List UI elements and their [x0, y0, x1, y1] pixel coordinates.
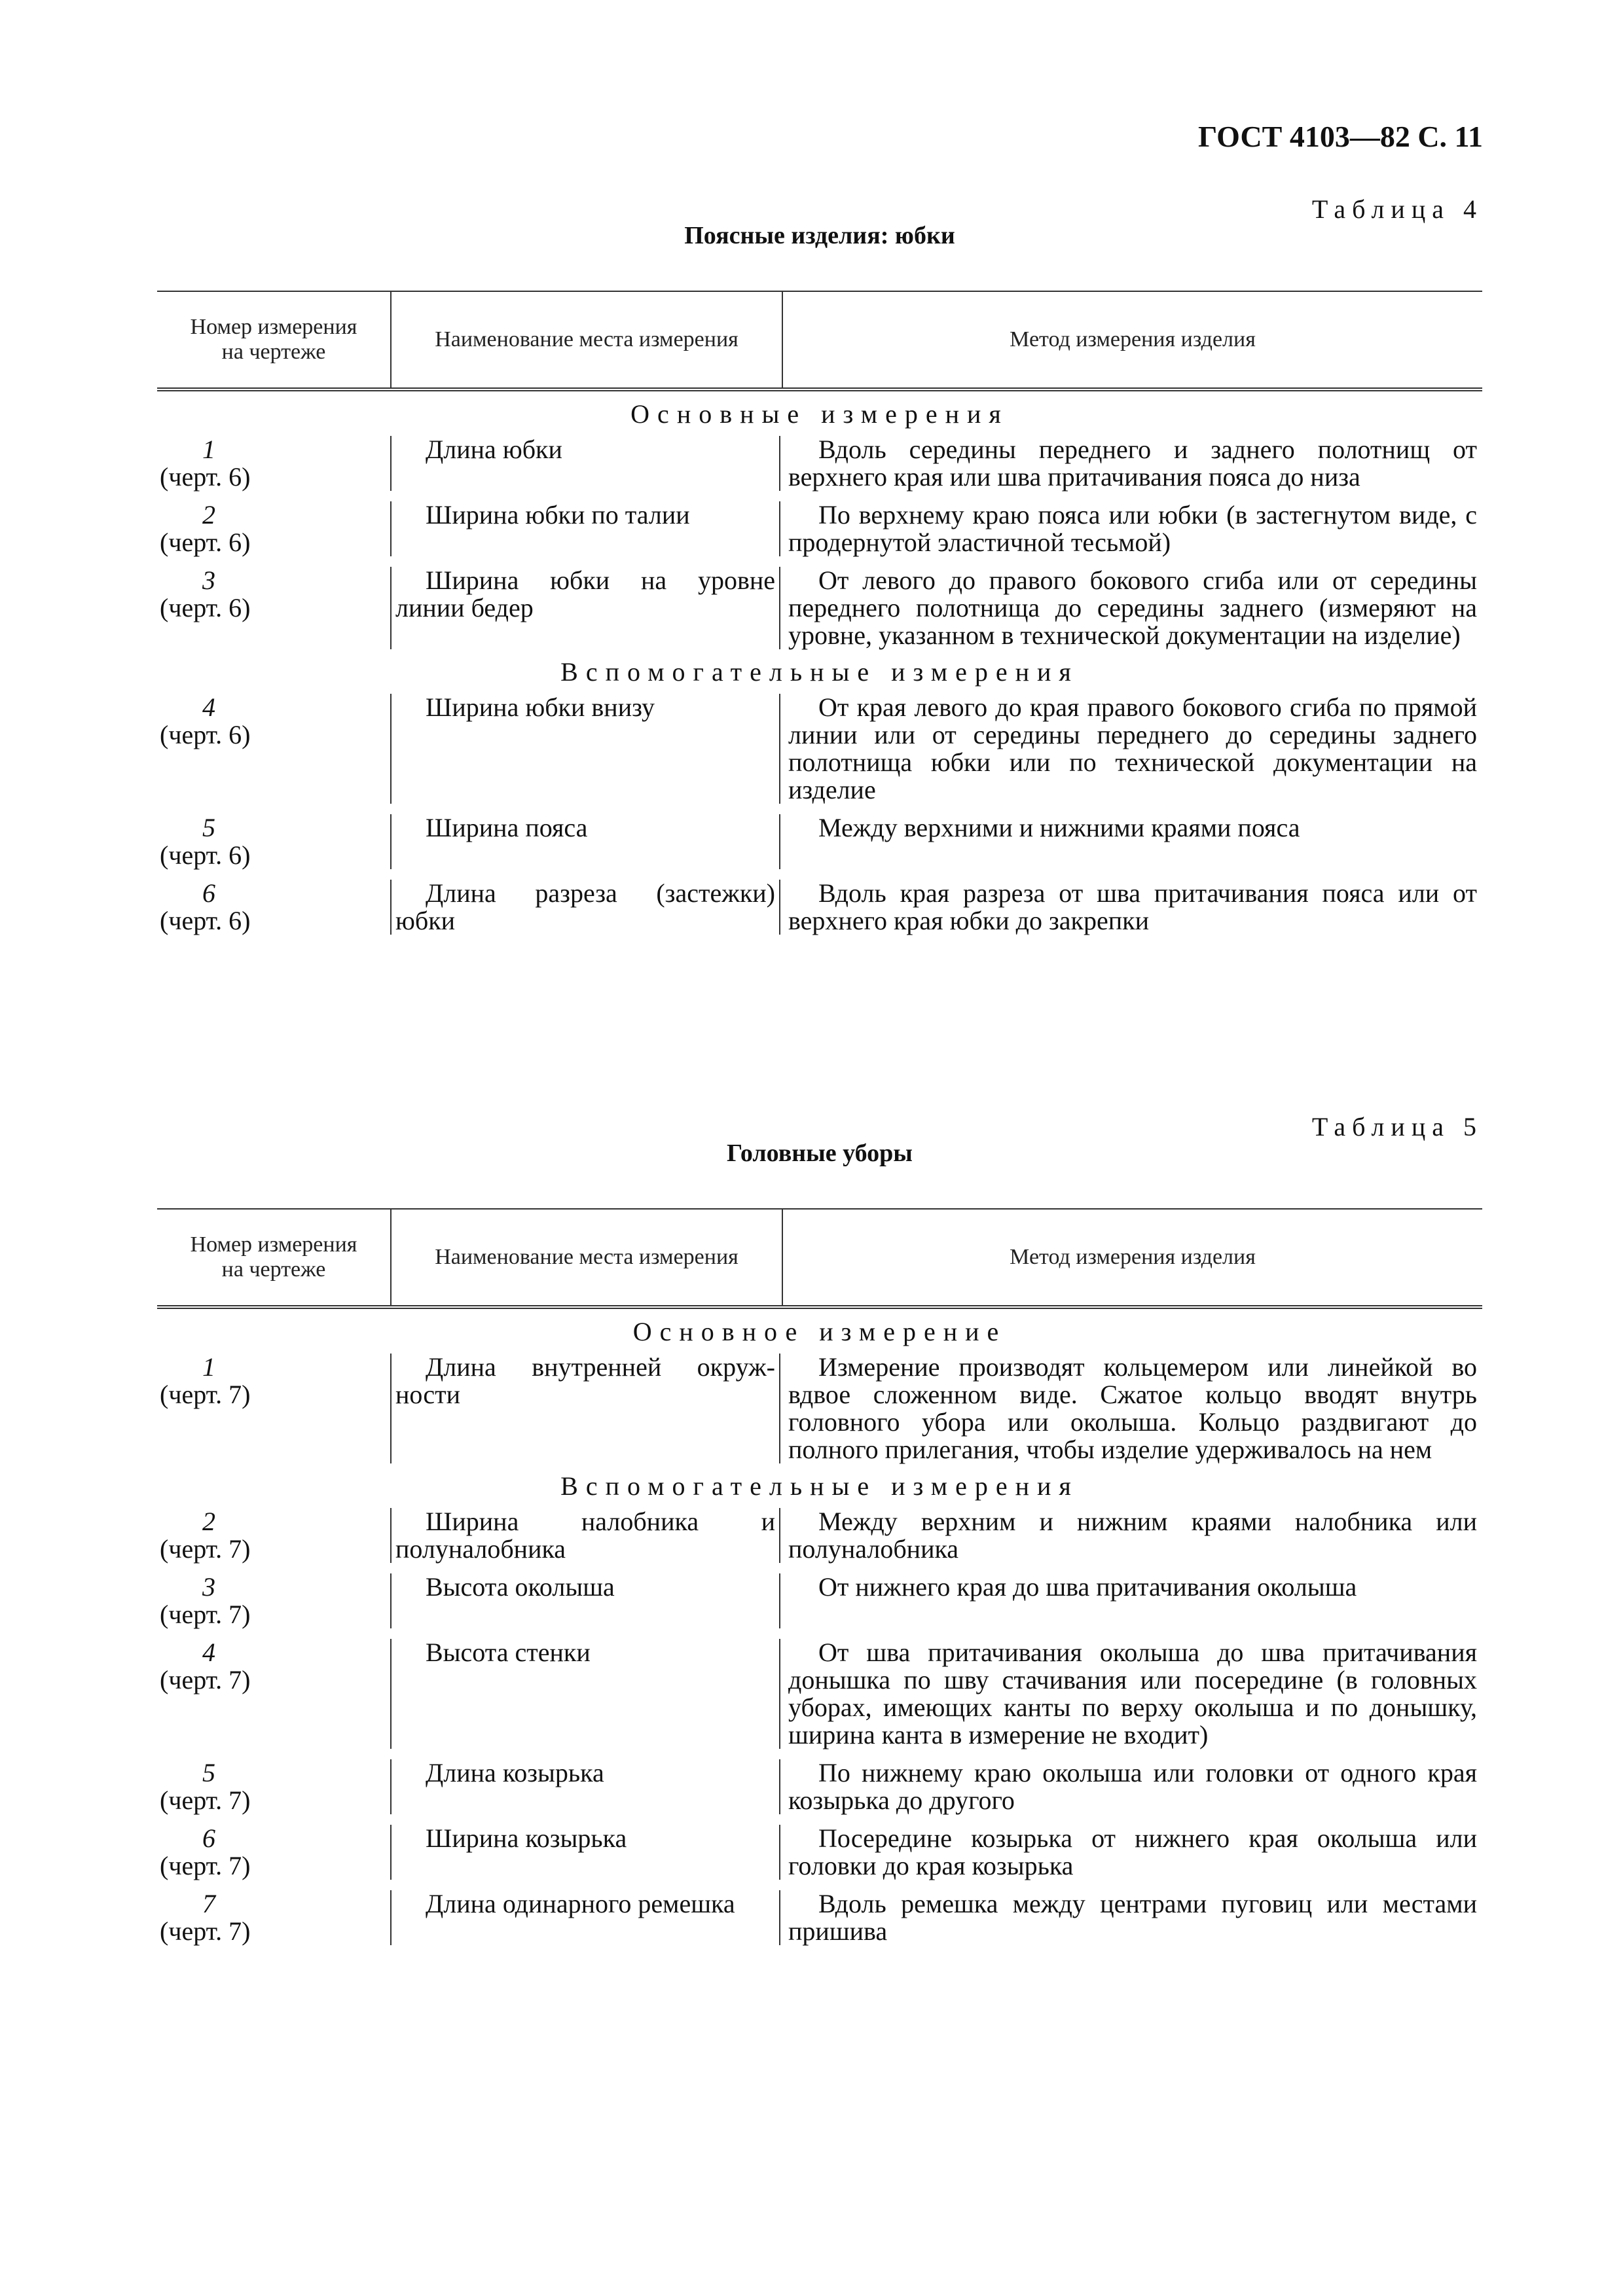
table-title: Поясные изделия: юбки — [684, 222, 955, 249]
table-row: 6 (черт. 7) Ширина козырька Посередине козырька от нижнего края околыша или головки до края козырька — [160, 1823, 1477, 1880]
section-rows — [157, 1508, 1482, 1945]
table-header — [157, 291, 1482, 391]
table-row: 7 (черт. 7) Длина одинарного ремешка Вдоль ремешка между центрами пуговиц или местами пришива — [160, 1889, 1477, 1946]
column-header-method: Метод измерения изделия — [1010, 1245, 1256, 1269]
table-title: Головные уборы — [727, 1139, 913, 1167]
table-row: 3 (черт. 7) Высота околыша От нижнего края до шва притачивания околыша — [160, 1572, 1357, 1629]
table-5 — [157, 1208, 1482, 1945]
table-row: 5 (черт. 6) Ширина пояса Между верхними и нижними краями пояса — [160, 813, 1300, 870]
table-row: 1 (черт. 6) Длина юбки Вдоль середины переднего и заднего полотнищ от верхнего края или шва притачивания пояса до низа — [160, 435, 1477, 492]
table-row: 2 (черт. 6) Ширина юбки по талии По верхнему краю пояса или юбки (в застегнутом виде, с продернутой эластичной тесьмой) — [160, 500, 1477, 557]
table-row: 3 (черт. 6) Ширина юбки на уровне линии бедер От левого до правого бокового сгиба или от середины переднего полотнища до середины заднего (измеряют на уровне, указанном в технической документации на изделие) — [160, 565, 1477, 650]
section-title: Основное измерение — [632, 1317, 1007, 1346]
section-rows — [157, 436, 1482, 649]
table-row: 4 (черт. 6) Ширина юбки внизу От края левого до края правого бокового сгиба по прямой линии или от середины переднего до середины заднего полотнища юбки или по технической документации на изделие — [160, 692, 1477, 804]
column-header-method: Метод измерения изделия — [1010, 327, 1256, 351]
table-row: 5 (черт. 7) Длина козырька По нижнему краю околыша или головки от одного края козырька до другого — [160, 1758, 1477, 1815]
column-header-number: Номер измерения на чертеже — [157, 292, 392, 387]
section-title: Вспомогательные измерения — [560, 1471, 1079, 1501]
section-title: Основные измерения — [630, 399, 1009, 429]
table-4 — [157, 291, 1482, 935]
table-number: Таблица 4 — [1311, 194, 1483, 224]
table-row: 1 (черт. 7) Длина внутренней окруж- ности Измерение производят кольцемером или линейкой во вдвое сложенном виде. Сжатое кольцо вводят внутрь головного убора или околыша. Кольцо раздвигают до полного прилегания, чтобы изделие удерживалось на нем — [160, 1352, 1477, 1464]
page-header: ГОСТ 4103—82 С. 11 — [1197, 120, 1483, 153]
section-title: Вспомогательные измерения — [560, 657, 1079, 687]
column-header-name: Наименование места измерения — [392, 292, 783, 387]
column-header-number: Номер измерения на чертеже — [157, 1210, 392, 1305]
table-header — [157, 1208, 1482, 1309]
section-rows — [157, 1354, 1482, 1463]
table-row: 4 (черт. 7) Высота стенки От шва притачивания околыша до шва притачивания донышка по шву стачивания или посередине (в головных уборах, имеющих канты по верху околыша и по донышку, ширина канта в измерение не входит) — [160, 1638, 1477, 1749]
table-number: Таблица 5 — [1311, 1112, 1483, 1141]
table-row: 2 (черт. 7) Ширина налобника и полуналобника Между верхним и нижним краями налобника или полуналобника — [160, 1507, 1477, 1564]
table-row: 6 (черт. 6) Длина разреза (застежки) юбки Вдоль края разреза от шва притачивания пояса или от верхнего края юбки до закрепки — [160, 878, 1477, 935]
column-header-name: Наименование места измерения — [392, 1210, 783, 1305]
section-rows — [157, 694, 1482, 935]
